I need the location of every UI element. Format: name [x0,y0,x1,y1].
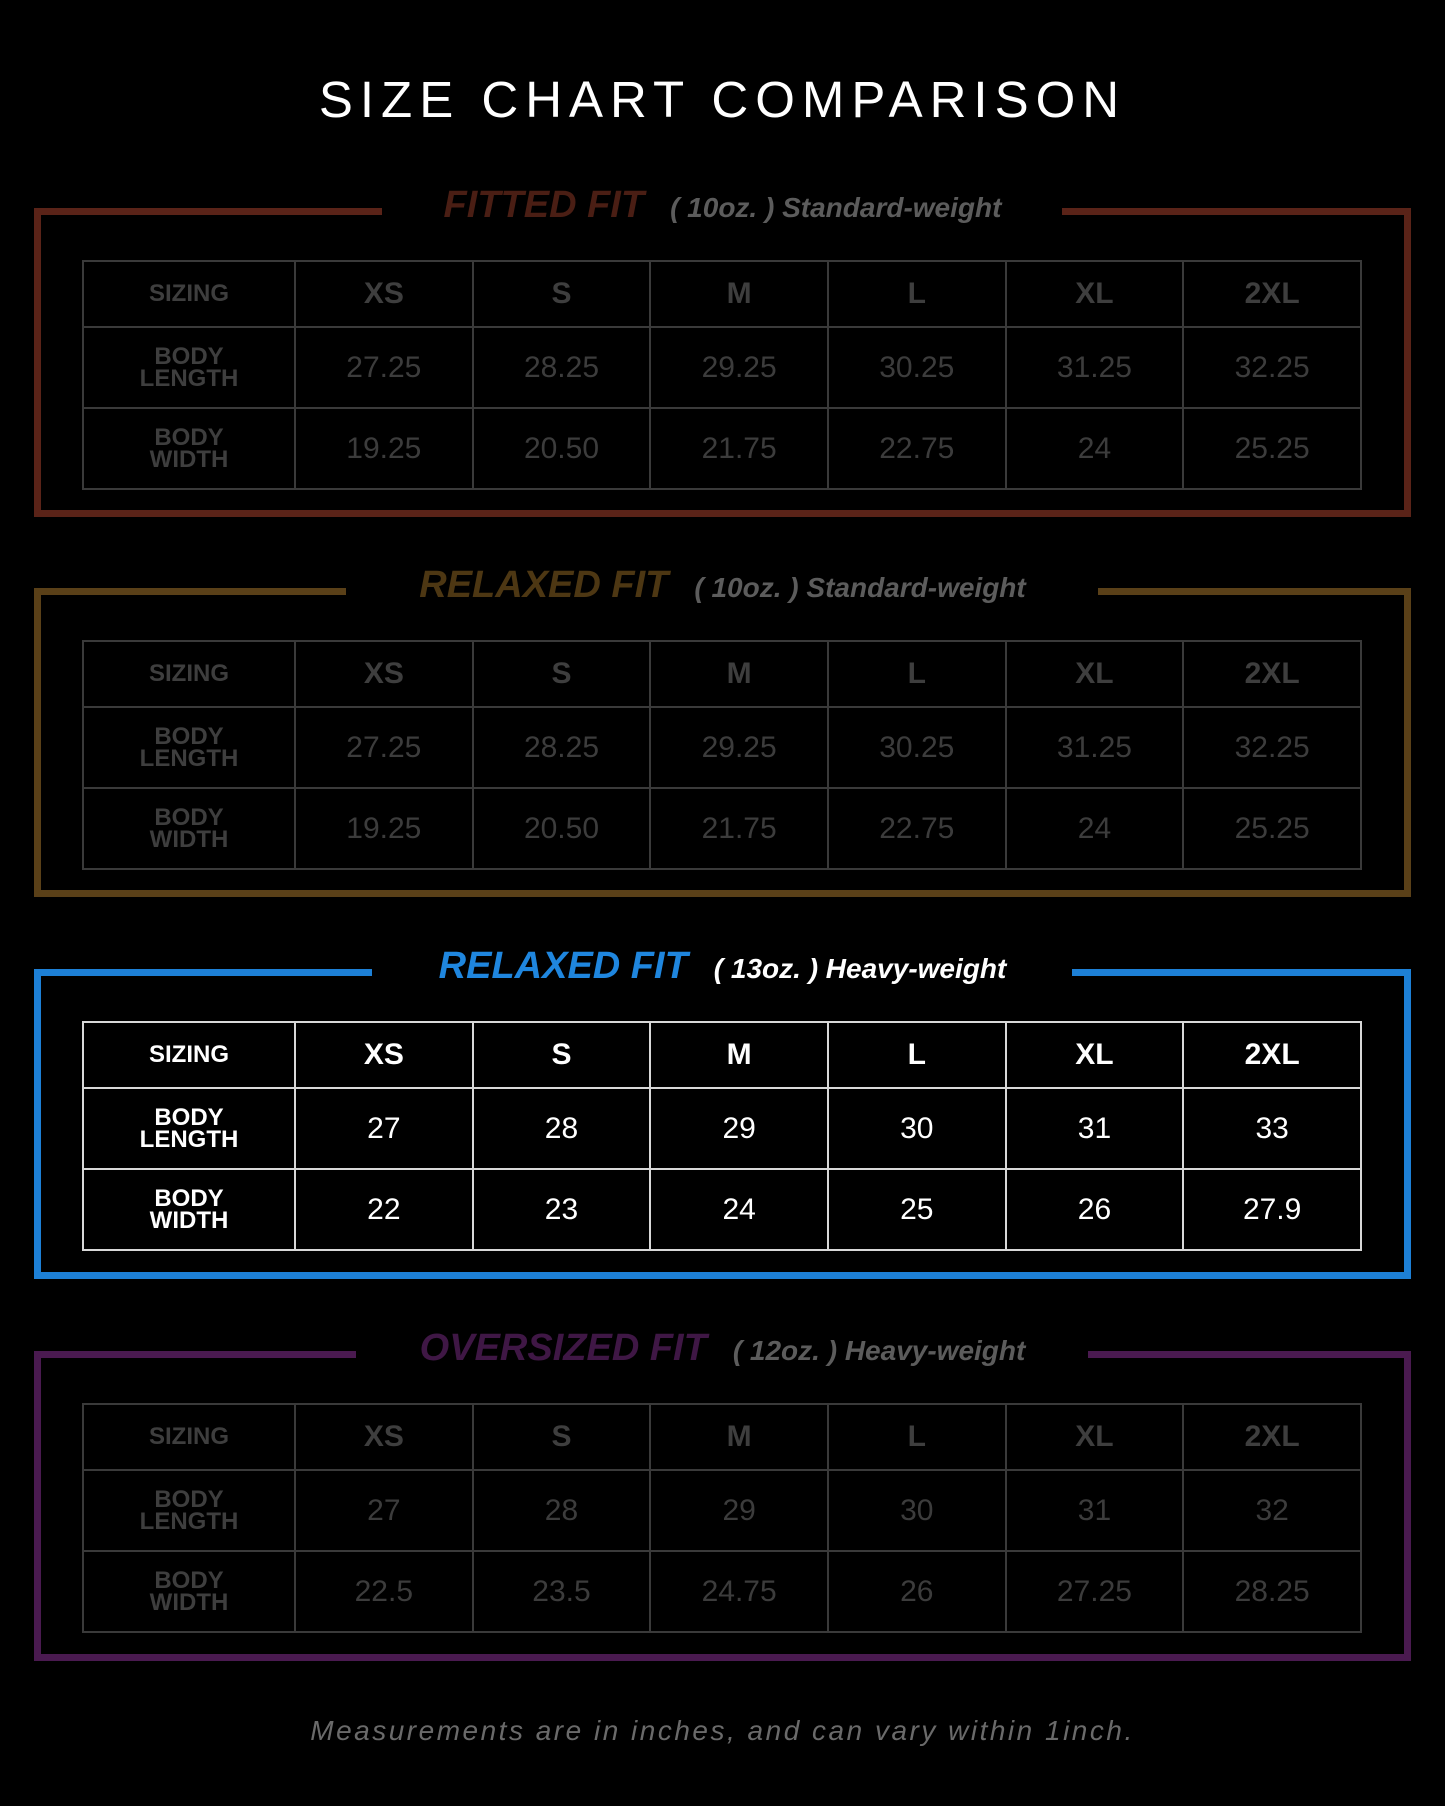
size-header-xs: XS [295,1022,473,1088]
size-header-xs: XS [295,641,473,707]
measurement-cell: 22.75 [828,788,1006,869]
row-label-line: LENGTH [139,364,239,392]
fit-name: RELAXED FIT [438,945,688,987]
measurement-cell: 24 [650,1169,828,1250]
measurement-cell: 27 [295,1470,473,1551]
fit-weight: ( 13oz. ) Heavy-weight [713,953,1007,984]
row-label-body-width [83,408,295,489]
size-header-l: L [828,1022,1006,1088]
size-header-m: M [650,641,828,707]
row-label-line: WIDTH [149,445,229,473]
table-row-body-width [83,1169,1361,1250]
measurement-cell: 28.25 [1183,1551,1361,1632]
measurement-cell: 32 [1183,1470,1361,1551]
measurement-cell: 32.25 [1183,707,1361,788]
measurement-cell: 20.50 [473,788,651,869]
measurement-cell: 24 [1006,408,1184,489]
measurement-cell: 28 [473,1470,651,1551]
row-label-body-width [83,1169,295,1250]
measurement-cell: 26 [828,1551,1006,1632]
row-label-body-length [83,1470,295,1551]
size-header-l: L [828,1404,1006,1470]
measurement-cell: 27.25 [295,707,473,788]
row-label-line: BODY [154,1103,224,1131]
size-header-xl: XL [1006,261,1184,327]
size-header-xl: XL [1006,641,1184,707]
measurement-cell: 32.25 [1183,327,1361,408]
size-table [82,640,1362,870]
measurement-cell: 29.25 [650,707,828,788]
section-relaxed-fit-heavy [34,945,1411,1279]
measurement-cell: 33 [1183,1088,1361,1169]
measurement-cell: 27 [295,1088,473,1169]
section-heading [34,1327,1411,1370]
measurement-cell: 29.25 [650,327,828,408]
measurement-cell: 19.25 [295,788,473,869]
row-label-line: BODY [154,342,224,370]
size-header-2xl: 2XL [1183,1404,1361,1470]
row-label-body-length [83,327,295,408]
measurement-cell: 30.25 [828,707,1006,788]
measurement-cell: 28.25 [473,707,651,788]
size-table [82,260,1362,490]
size-header-2xl: 2XL [1183,1022,1361,1088]
section-oversized-fit [34,1327,1411,1661]
size-header-s: S [473,641,651,707]
size-table [82,1021,1362,1251]
measurement-cell: 30 [828,1470,1006,1551]
table-row-body-length [83,707,1361,788]
sizing-header: SIZING [83,1022,295,1088]
size-header-s: S [473,1022,651,1088]
measurement-cell: 22.5 [295,1551,473,1632]
measurement-cell: 20.50 [473,408,651,489]
row-label-body-length [83,707,295,788]
row-label-line: BODY [154,423,224,451]
measurement-cell: 29 [650,1470,828,1551]
measurement-cell: 25.25 [1183,788,1361,869]
row-label-line: BODY [154,1184,224,1212]
fit-name: OVERSIZED FIT [419,1327,707,1369]
size-header-m: M [650,261,828,327]
section-heading [34,564,1411,607]
section-heading [34,945,1411,988]
measurement-cell: 31.25 [1006,707,1184,788]
size-header-s: S [473,1404,651,1470]
measurement-cell: 31.25 [1006,327,1184,408]
measurement-footnote: Measurements are in inches, and can vary within 1inch. [310,1715,1135,1746]
sizing-header: SIZING [83,641,295,707]
size-header-m: M [650,1404,828,1470]
fit-weight: ( 12oz. ) Heavy-weight [732,1335,1026,1366]
section-fitted-fit [34,184,1411,517]
row-label-line: LENGTH [139,744,239,772]
section-relaxed-fit-standard [34,564,1411,897]
table-row-body-width [83,1551,1361,1632]
fit-name: FITTED FIT [443,184,645,226]
measurement-cell: 26 [1006,1169,1184,1250]
size-header-l: L [828,641,1006,707]
size-header-m: M [650,1022,828,1088]
measurement-cell: 21.75 [650,788,828,869]
sizing-header: SIZING [83,1404,295,1470]
row-label-body-length [83,1088,295,1169]
measurement-cell: 25 [828,1169,1006,1250]
measurement-cell: 22 [295,1169,473,1250]
size-header-xs: XS [295,1404,473,1470]
row-label-line: BODY [154,1566,224,1594]
measurement-cell: 24 [1006,788,1184,869]
measurement-cell: 28.25 [473,327,651,408]
measurement-cell: 27.25 [295,327,473,408]
size-header-xl: XL [1006,1022,1184,1088]
measurement-cell: 31 [1006,1470,1184,1551]
measurement-cell: 24.75 [650,1551,828,1632]
measurement-cell: 27.25 [1006,1551,1184,1632]
measurement-cell: 30 [828,1088,1006,1169]
measurement-cell: 25.25 [1183,408,1361,489]
size-header-2xl: 2XL [1183,261,1361,327]
table-row-body-length [83,1470,1361,1551]
sizing-header: SIZING [83,261,295,327]
measurement-cell: 19.25 [295,408,473,489]
section-heading [34,184,1411,227]
row-label-line: BODY [154,803,224,831]
row-label-line: WIDTH [149,825,229,853]
measurement-cell: 31 [1006,1088,1184,1169]
table-row-body-width [83,788,1361,869]
measurement-cell: 30.25 [828,327,1006,408]
header-row [83,641,1361,707]
header-row [83,1022,1361,1088]
size-header-l: L [828,261,1006,327]
header-row [83,1404,1361,1470]
size-header-xs: XS [295,261,473,327]
row-label-line: BODY [154,722,224,750]
fit-weight: ( 10oz. ) Standard-weight [670,192,1002,223]
table-row-body-length [83,1088,1361,1169]
row-label-line: BODY [154,1485,224,1513]
measurement-cell: 23.5 [473,1551,651,1632]
row-label-line: LENGTH [139,1507,239,1535]
measurement-cell: 21.75 [650,408,828,489]
row-label-line: LENGTH [139,1125,239,1153]
page-title: SIZE CHART COMPARISON [318,71,1127,128]
size-table [82,1403,1362,1633]
measurement-cell: 29 [650,1088,828,1169]
size-header-s: S [473,261,651,327]
measurement-cell: 27.9 [1183,1169,1361,1250]
fit-weight: ( 10oz. ) Standard-weight [694,572,1026,603]
size-header-xl: XL [1006,1404,1184,1470]
row-label-line: WIDTH [149,1206,229,1234]
row-label-line: WIDTH [149,1588,229,1616]
measurement-cell: 23 [473,1169,651,1250]
header-row [83,261,1361,327]
size-header-2xl: 2XL [1183,641,1361,707]
table-row-body-length [83,327,1361,408]
table-row-body-width [83,408,1361,489]
measurement-cell: 22.75 [828,408,1006,489]
row-label-body-width [83,788,295,869]
row-label-body-width [83,1551,295,1632]
fit-name: RELAXED FIT [419,564,669,606]
measurement-cell: 28 [473,1088,651,1169]
